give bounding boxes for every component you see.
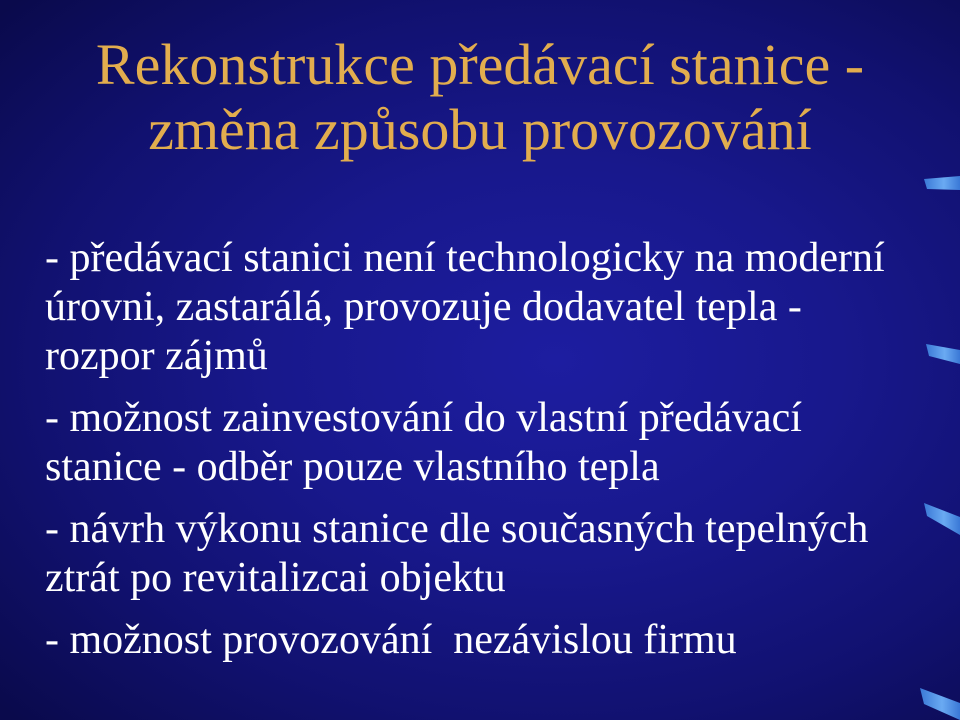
decorative-stroke-4 — [920, 688, 960, 720]
text-line: ztrát po revitalizcai objektu — [45, 555, 506, 601]
text-line: - předávací stanici není technologicky na moderní — [45, 235, 885, 281]
decorative-stroke-2 — [926, 344, 960, 364]
bullet-paragraph-4 — [45, 616, 925, 665]
decorative-stroke-3 — [924, 503, 960, 535]
text-line: - možnost zainvestování do vlastní předávací — [45, 395, 802, 441]
bullet-paragraph-2 — [45, 394, 925, 492]
title-line-1: Rekonstrukce předávací stanice - — [95, 32, 865, 97]
text-line: - možnost provozování nezávislou firmu — [45, 617, 737, 663]
bullet-paragraph-1 — [45, 234, 925, 381]
slide-body — [45, 234, 925, 665]
decorative-stroke-1 — [924, 176, 960, 190]
text-line: stanice - odběr pouze vlastního tepla — [45, 444, 660, 490]
slide-title — [0, 32, 960, 162]
text-line: - návrh výkonu stanice dle současných tepelných — [45, 506, 869, 552]
title-line-2: změna způsobu provozování — [148, 97, 812, 162]
bullet-paragraph-3 — [45, 505, 925, 603]
text-line: rozpor zájmů — [45, 333, 268, 379]
text-line: úrovni, zastarálá, provozuje dodavatel tepla - — [45, 284, 802, 330]
